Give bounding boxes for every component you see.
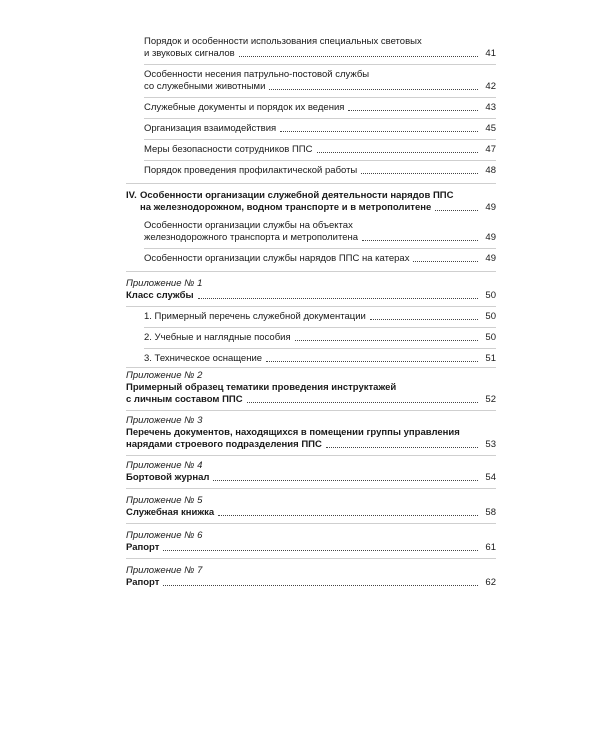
toc-entry-leader — [144, 102, 496, 114]
page-number: 50 — [485, 311, 496, 322]
page-number: 54 — [485, 472, 496, 483]
toc-entry — [126, 69, 496, 93]
page-number: 49 — [485, 232, 496, 243]
page-number: 42 — [485, 81, 496, 92]
appendix-label: Приложение № 3 — [126, 415, 203, 426]
dot-leader — [326, 447, 478, 448]
toc-entry-leader — [144, 165, 496, 177]
toc-entry — [126, 102, 496, 114]
toc-entry — [126, 165, 496, 177]
divider — [126, 488, 496, 489]
dot-leader — [218, 515, 478, 516]
toc-entry-text: и звуковых сигналов — [144, 48, 235, 59]
toc-entry-leader — [126, 439, 496, 451]
toc-entry-text: со служебными животными — [144, 81, 266, 92]
toc-entry-leader — [144, 48, 496, 60]
toc-entry-leader — [126, 394, 496, 406]
toc-entry-leader — [144, 123, 496, 135]
toc-entry — [126, 353, 496, 365]
toc-entry-text: Порядок проведения профилактической работы — [144, 165, 358, 176]
toc-entry-leader — [126, 577, 496, 589]
appendix-title: с личным составом ППС — [126, 394, 243, 405]
appendix-label: Приложение № 6 — [126, 530, 203, 541]
appendix-label: Приложение № 2 — [126, 370, 203, 381]
toc-chapter — [126, 190, 496, 214]
toc-entry — [126, 123, 496, 135]
toc-entry-text: Организация взаимодействия — [144, 123, 277, 134]
appendix-title: Рапорт — [126, 577, 160, 588]
page-number: 41 — [485, 48, 496, 59]
toc-entry-leader — [126, 472, 496, 484]
divider — [126, 271, 496, 272]
toc-entry-leader — [144, 311, 496, 323]
toc-entry-leader — [144, 81, 496, 93]
page-number: 61 — [485, 542, 496, 553]
chapter-title-line — [126, 190, 496, 202]
page-number: 43 — [485, 102, 496, 113]
divider — [144, 348, 496, 349]
dot-leader — [280, 131, 478, 132]
dot-leader — [362, 240, 478, 241]
toc-appendix — [126, 415, 496, 451]
chapter-number: IV. — [126, 190, 137, 201]
chapter-title: на железнодорожном, водном транспорте и в метрополитене — [140, 202, 432, 213]
page-number: 48 — [485, 165, 496, 176]
toc-entry-text: 3. Техническое оснащение — [144, 353, 263, 364]
toc-entry-leader — [144, 144, 496, 156]
toc-appendix — [126, 530, 496, 554]
dot-leader — [348, 110, 478, 111]
toc-entry-leader — [144, 332, 496, 344]
toc-appendix — [126, 565, 496, 589]
dot-leader — [266, 361, 478, 362]
toc-entry-text: 2. Учебные и наглядные пособия — [144, 332, 291, 343]
toc-appendix — [126, 370, 496, 406]
page-number: 52 — [485, 394, 496, 405]
dot-leader — [413, 261, 478, 262]
divider — [126, 523, 496, 524]
page-number: 50 — [485, 290, 496, 301]
dot-leader — [247, 402, 478, 403]
dot-leader — [239, 56, 478, 57]
appendix-title: Бортовой журнал — [126, 472, 210, 483]
dot-leader — [213, 480, 478, 481]
toc-entry-text: Служебные документы и порядок их ведения — [144, 102, 345, 113]
divider — [144, 327, 496, 328]
appendix-title: Примерный образец тематики проведения инструктажей — [126, 382, 397, 393]
dot-leader — [198, 298, 478, 299]
appendix-title: Служебная книжка — [126, 507, 215, 518]
divider — [144, 97, 496, 98]
dot-leader — [163, 550, 478, 551]
toc-entry-leader — [144, 353, 496, 365]
divider — [144, 160, 496, 161]
page-number: 62 — [485, 577, 496, 588]
toc-entry-leader — [144, 253, 496, 265]
dot-leader — [435, 210, 478, 211]
page-number: 58 — [485, 507, 496, 518]
appendix-title: Класс службы — [126, 290, 194, 301]
toc-entry — [126, 332, 496, 344]
page-number: 50 — [485, 332, 496, 343]
divider — [144, 139, 496, 140]
dot-leader — [317, 152, 479, 153]
toc-entry-leader — [126, 507, 496, 519]
toc-entry-text: Особенности организации службы на объектах — [144, 220, 353, 231]
toc-appendix — [126, 495, 496, 519]
page-number: 45 — [485, 123, 496, 134]
toc-entry — [126, 220, 496, 244]
appendix-label: Приложение № 4 — [126, 460, 203, 471]
appendix-title: нарядами строевого подразделения ППС — [126, 439, 322, 450]
divider — [126, 410, 496, 411]
toc-entry-leader — [126, 202, 496, 214]
page-number: 49 — [485, 253, 496, 264]
divider — [126, 306, 496, 307]
toc-entry — [126, 144, 496, 156]
appendix-label: Приложение № 5 — [126, 495, 203, 506]
toc-entry-text: 1. Примерный перечень служебной документации — [144, 311, 366, 322]
toc-entry-text: Порядок и особенности использования специальных световых — [144, 36, 422, 47]
appendix-label: Приложение № 7 — [126, 565, 203, 576]
page-number: 53 — [485, 439, 496, 450]
toc-entry-leader — [144, 232, 496, 244]
toc-entry — [126, 36, 496, 60]
dot-leader — [370, 319, 478, 320]
toc-entry-text: Особенности организации службы нарядов ППС на катерах — [144, 253, 410, 264]
toc-entry-text: Особенности несения патрульно-постовой службы — [144, 69, 370, 80]
dot-leader — [269, 89, 478, 90]
toc-entry-text: железнодорожного транспорта и метрополитена — [144, 232, 359, 243]
divider — [144, 248, 496, 249]
toc-entry-text: Меры безопасности сотрудников ППС — [144, 144, 313, 155]
divider — [144, 64, 496, 65]
chapter-title: Особенности организации служебной деятельности нарядов ППС — [140, 190, 454, 201]
toc-appendix — [126, 460, 496, 484]
toc-appendix — [126, 278, 496, 302]
dot-leader — [163, 585, 478, 586]
divider — [126, 455, 496, 456]
divider — [126, 183, 496, 184]
table-of-contents — [126, 36, 496, 593]
toc-entry-leader — [126, 542, 496, 554]
divider — [144, 118, 496, 119]
toc-entry — [126, 311, 496, 323]
dot-leader — [295, 340, 478, 341]
appendix-title: Перечень документов, находящихся в помещении группы управления — [126, 427, 460, 438]
toc-entry-leader — [126, 290, 496, 302]
page-number: 47 — [485, 144, 496, 155]
page-number: 49 — [485, 202, 496, 213]
divider — [126, 558, 496, 559]
appendix-title: Рапорт — [126, 542, 160, 553]
divider — [126, 367, 496, 368]
dot-leader — [361, 173, 478, 174]
toc-entry — [126, 253, 496, 265]
page-number: 51 — [485, 353, 496, 364]
appendix-label: Приложение № 1 — [126, 278, 203, 289]
